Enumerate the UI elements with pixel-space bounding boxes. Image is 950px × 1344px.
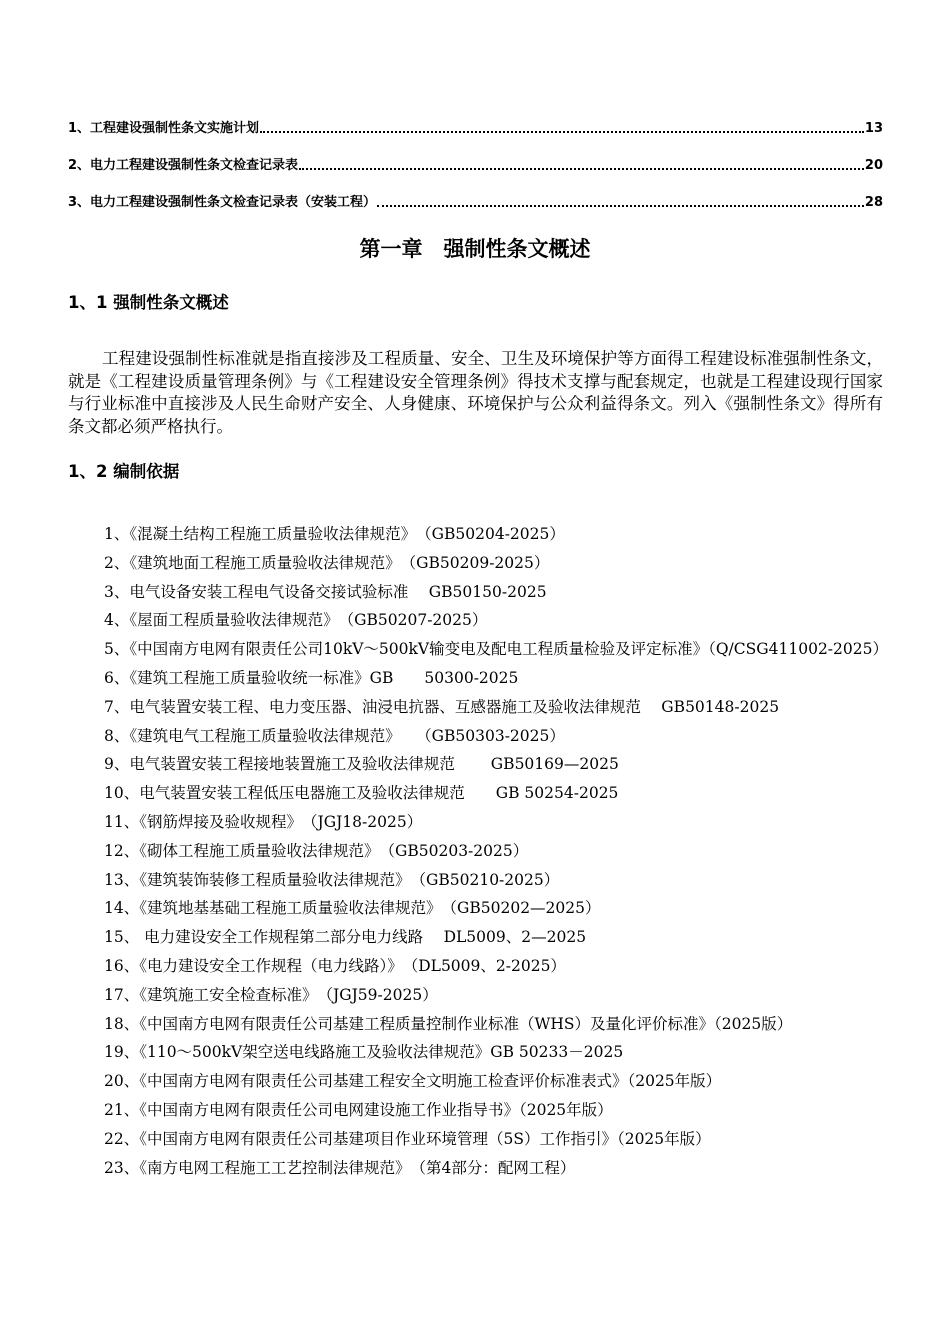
reference-list [68, 520, 888, 1182]
reference-item: 9、电气装置安装工程接地装置施工及验收法律规范 GB50169—2025 [104, 755, 619, 774]
reference-item: 16、《电力建设安全工作规程（电力线路）》 （DL5009、2-2025） [104, 956, 566, 975]
toc-entry-page: 28 [864, 195, 883, 210]
reference-item: 20、《中国南方电网有限责任公司基建工程安全文明施工检查评价标准表式》（2025年版） [104, 1072, 722, 1091]
body-paragraph: 工程建设强制性标准就是指直接涉及工程质量、安全、卫生及环境保护等方面得工程建设标准强制性条文，就是《工程建设质量管理条例》与《工程建设安全管理条例》得技术支撑与配套规定，也就是工程建设现行国家与行业标准中直接涉及人民生命财产安全、人身健康、环境保护与公众利益得条文。列入《强制性条文》得所有条文都必须严格执行。 [68, 349, 883, 436]
reference-item: 5、《中国南方电网有限责任公司10kV～500kV输变电及配电工程质量检验及评定标准》（Q/CSG411002-2025） [104, 640, 888, 659]
section-heading: 1、1 强制性条文概述 [68, 293, 229, 312]
toc-entry-page: 13 [864, 121, 883, 136]
reference-item: 17、《建筑施工安全检查标准》 （JGJ59-2025） [104, 985, 438, 1004]
reference-item: 3、电气设备安装工程电气设备交接试验标准 GB50150-2025 [104, 582, 547, 601]
toc-entry[interactable] [68, 191, 883, 210]
toc-leader-dots [299, 167, 864, 170]
toc-entry-title: 3、电力工程建设强制性条文检查记录表（安装工程） [68, 195, 377, 210]
reference-item: 12、《砌体工程施工质量验收法律规范》 （GB50203-2025） [104, 841, 529, 860]
reference-item: 23、《南方电网工程施工工艺控制法律规范》 （第4部分：配网工程） [104, 1158, 576, 1177]
reference-item: 21、《中国南方电网有限责任公司电网建设施工作业指导书》（2025年版） [104, 1100, 613, 1119]
toc-entry-title: 1、工程建设强制性条文实施计划 [68, 121, 260, 136]
reference-item: 1、《混凝土结构工程施工质量验收法律规范》 （GB50204-2025） [104, 525, 565, 543]
toc-entry[interactable] [68, 154, 883, 173]
toc-entry[interactable] [68, 117, 883, 136]
reference-item: 11、《钢筋焊接及验收规程》 （JGJ18-2025） [104, 812, 423, 831]
reference-item: 6、《建筑工程施工质量验收统一标准》GB 50300-2025 [104, 668, 519, 687]
reference-item: 4、《屋面工程质量验收法律规范》 （GB50207-2025） [104, 611, 488, 630]
reference-item: 7、电气装置安装工程、电力变压器、油浸电抗器、互感器施工及验收法律规范 GB50148-2025 [104, 697, 780, 716]
chapter-title: 第一章 强制性条文概述 [359, 237, 591, 261]
reference-item: 19、《110～500kV架空送电线路施工及验收法律规范》GB 50233－2025 [104, 1043, 624, 1062]
toc-leader-dots [260, 130, 864, 133]
toc-entry-title: 2、电力工程建设强制性条文检查记录表 [68, 158, 299, 173]
reference-item: 15、 电力建设安全工作规程第二部分电力线路 DL5009、2—2025 [104, 928, 587, 947]
reference-item: 18、《中国南方电网有限责任公司基建工程质量控制作业标准（WHS）及量化评价标准》（2025版） [104, 1014, 793, 1033]
reference-item: 2、《建筑地面工程施工质量验收法律规范》 （GB50209-2025） [104, 553, 550, 572]
reference-item: 13、《建筑装饰装修工程质量验收法律规范》 （GB50210-2025） [104, 870, 560, 889]
reference-item: 14、《建筑地基基础工程施工质量验收法律规范》 （GB50202—2025） [104, 899, 601, 918]
reference-item: 10、电气装置安装工程低压电器施工及验收法律规范 GB 50254-2025 [104, 784, 619, 803]
section-heading: 1、2 编制依据 [68, 462, 180, 481]
toc-entry-page: 20 [864, 158, 883, 173]
reference-item: 8、《建筑电气工程施工质量验收法律规范》 （GB50303-2025） [104, 726, 565, 745]
toc-leader-dots [377, 204, 864, 207]
reference-item: 22、《中国南方电网有限责任公司基建项目作业环境管理（5S）工作指引》（2025年版） [104, 1129, 711, 1148]
